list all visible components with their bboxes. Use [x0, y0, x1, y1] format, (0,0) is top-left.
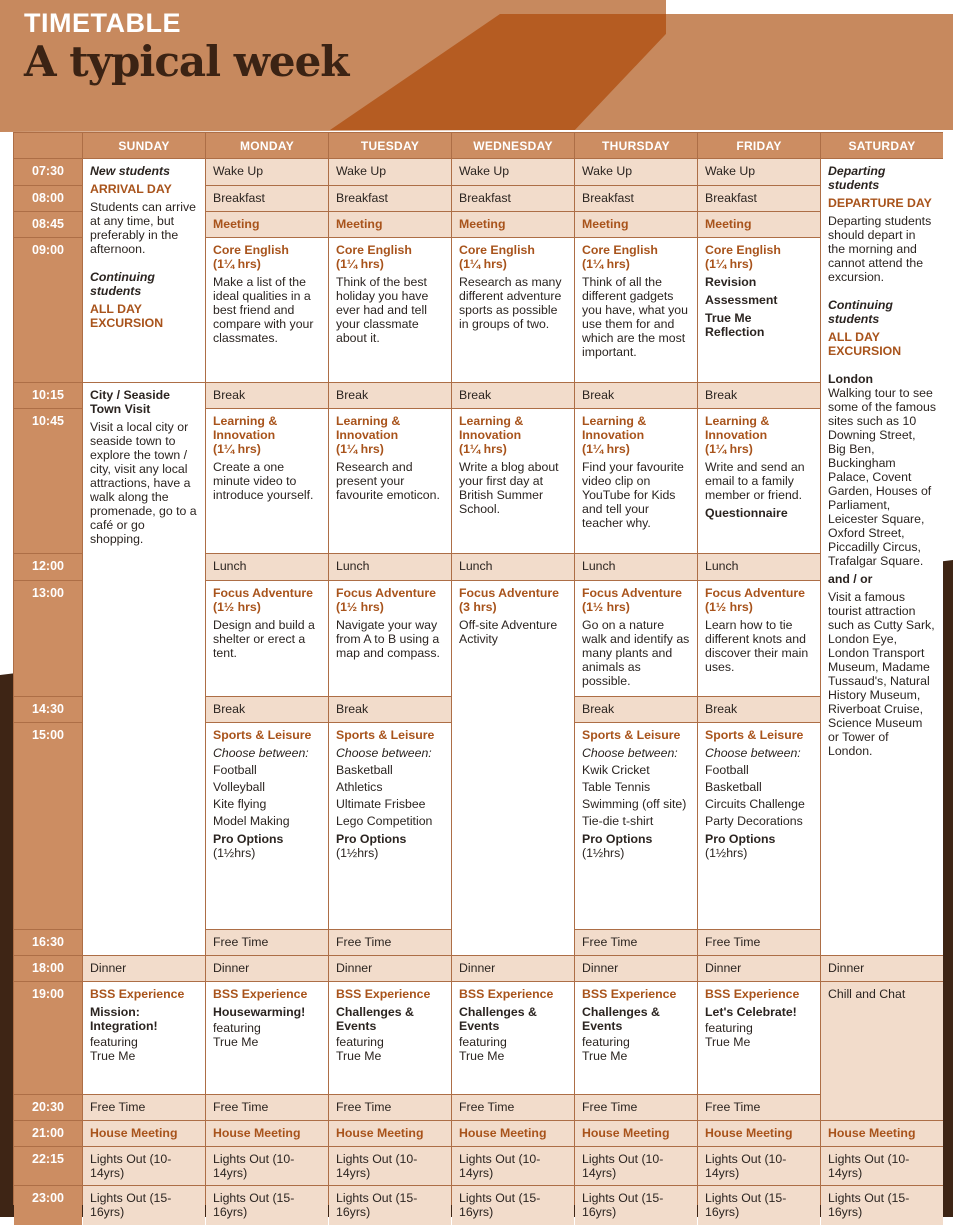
activity-title: Core English — [213, 243, 289, 257]
activity-text: Make a list of the ideal qualities in a best friend and compare with your classmates. — [213, 275, 314, 345]
activity-title: Focus Adventure — [705, 586, 805, 600]
activity-title: Learning & Innovation — [582, 414, 647, 442]
true-me-label: True Me — [213, 1035, 259, 1049]
wake-up-cell: Wake Up — [206, 159, 328, 185]
wake-up-cell: Wake Up — [452, 159, 574, 185]
bss-wednesday — [452, 982, 574, 1094]
house-meeting-cell: House Meeting — [821, 1121, 943, 1146]
breakfast-cell: Breakfast — [452, 186, 574, 211]
time-label: 19:00 — [14, 982, 82, 1094]
activity-title: Learning & Innovation — [705, 414, 770, 442]
dinner-cell: Dinner — [575, 956, 697, 981]
bss-sunday — [83, 982, 205, 1094]
time-label: 18:00 — [14, 956, 82, 981]
lights-out-senior-cell: Lights Out (15-16yrs) — [329, 1186, 451, 1225]
lights-out-junior-cell: Lights Out (10-14yrs) — [329, 1147, 451, 1185]
sport-option: Basketball — [336, 763, 393, 777]
activity-title: Sports & Leisure — [705, 728, 804, 742]
sport-option: Table Tennis — [582, 780, 651, 794]
focus-tuesday — [329, 581, 451, 696]
sport-option: Athletics — [336, 780, 383, 794]
choose-between-label: Choose between: — [213, 746, 309, 760]
bss-theme: Challenges & Events — [459, 1005, 537, 1033]
time-label: 07:30 — [14, 159, 82, 185]
featuring-label: featuring — [459, 1035, 507, 1049]
wake-up-cell: Wake Up — [329, 159, 451, 185]
activity-title: Core English — [459, 243, 535, 257]
activity-duration: (1½ hrs) — [336, 600, 384, 614]
featuring-label: featuring — [90, 1035, 138, 1049]
core-english-thursday — [575, 238, 697, 382]
meeting-cell: Meeting — [206, 212, 328, 237]
free-time-cell: Free Time — [575, 1095, 697, 1120]
day-header-saturday: SATURDAY — [821, 133, 943, 158]
arrival-day-title: ARRIVAL DAY — [90, 182, 172, 196]
break-cell: Break — [698, 697, 820, 722]
activity-text: Think of all the different gadgets you have, what you use them for and which are the most important. — [582, 275, 688, 359]
corner-cell — [14, 133, 82, 158]
departure-text: Departing students should depart in the morning and cannot attend the excursion. — [828, 214, 932, 284]
friday-item: True Me Reflection — [705, 311, 765, 339]
pro-options-label: Pro Options — [336, 832, 407, 846]
free-time-cell: Free Time — [698, 1095, 820, 1120]
true-me-label: True Me — [582, 1049, 628, 1063]
and-or-label: and / or — [828, 572, 873, 586]
activity-title: BSS Experience — [705, 987, 800, 1001]
bss-theme: Challenges & Events — [336, 1005, 414, 1033]
lunch-cell: Lunch — [206, 554, 328, 580]
day-header-tuesday: TUESDAY — [329, 133, 451, 158]
true-me-label: True Me — [336, 1049, 382, 1063]
activity-title: Focus Adventure — [582, 586, 682, 600]
house-meeting-cell: House Meeting — [206, 1121, 328, 1146]
activity-text: Create a one minute video to introduce yourself. — [213, 460, 314, 502]
activity-title: Sports & Leisure — [213, 728, 312, 742]
activity-duration: (1¼ hrs) — [705, 442, 753, 456]
lights-out-junior-cell: Lights Out (10-14yrs) — [698, 1147, 820, 1185]
activity-title: Core English — [336, 243, 412, 257]
pro-options-duration: (1½hrs) — [336, 846, 379, 860]
activity-duration: (1¼ hrs) — [582, 442, 630, 456]
activity-title: BSS Experience — [90, 987, 185, 1001]
lights-out-senior-cell: Lights Out (15-16yrs) — [452, 1186, 574, 1225]
chill-and-chat-cell: Chill and Chat — [821, 982, 943, 1120]
activity-duration: (1¼ hrs) — [213, 257, 261, 271]
sport-option: Circuits Challenge — [705, 797, 805, 811]
sport-option: Football — [705, 763, 749, 777]
bss-theme: Challenges & Events — [582, 1005, 660, 1033]
wake-up-cell: Wake Up — [698, 159, 820, 185]
sport-option: Basketball — [705, 780, 762, 794]
breakfast-cell: Breakfast — [206, 186, 328, 211]
sport-option: Kwik Cricket — [582, 763, 650, 777]
london-text: Walking tour to see some of the famous sites such as 10 Downing Street, Big Ben, Buckingham Palace, Covent Garden, Houses of Parliament, Leicester Square, Oxford Street, Piccadilly Circus, Trafalgar Square. — [828, 386, 936, 568]
break-cell: Break — [206, 383, 328, 408]
free-time-cell: Free Time — [329, 930, 451, 955]
activity-title: Sports & Leisure — [336, 728, 435, 742]
learning-thursday — [575, 409, 697, 553]
pro-options-duration: (1½hrs) — [705, 846, 748, 860]
lunch-cell: Lunch — [698, 554, 820, 580]
activity-text: Go on a nature walk and identify as many plants and animals as possible. — [582, 618, 690, 688]
activity-title: BSS Experience — [582, 987, 677, 1001]
timetable-grid — [13, 132, 943, 1219]
activity-title: Sports & Leisure — [582, 728, 681, 742]
day-header-wednesday: WEDNESDAY — [452, 133, 574, 158]
break-cell: Break — [452, 383, 574, 408]
saturday-block — [821, 159, 943, 955]
new-students-label: New students — [90, 164, 170, 178]
continuing-students-label: Continuing students — [828, 298, 893, 326]
day-header-monday: MONDAY — [206, 133, 328, 158]
activity-text: Think of the best holiday you have ever had and tell your classmate about it. — [336, 275, 429, 345]
dinner-cell: Dinner — [821, 956, 943, 981]
bss-theme: Mission: Integration! — [90, 1005, 158, 1033]
break-cell: Break — [206, 697, 328, 722]
pro-options-label: Pro Options — [582, 832, 653, 846]
time-label: 21:00 — [14, 1121, 82, 1146]
pro-options-label: Pro Options — [705, 832, 776, 846]
time-label: 13:00 — [14, 581, 82, 696]
activity-duration: (1¼ hrs) — [459, 257, 507, 271]
departure-day-title: DEPARTURE DAY — [828, 196, 932, 210]
activity-title: Focus Adventure — [459, 586, 559, 600]
activity-text: Learn how to tie different knots and discover their main uses. — [705, 618, 809, 674]
house-meeting-cell: House Meeting — [452, 1121, 574, 1146]
activity-title: Focus Adventure — [213, 586, 313, 600]
choose-between-label: Choose between: — [705, 746, 801, 760]
arrival-text: Students can arrive at any time, but preferably in the afternoon. — [90, 200, 196, 256]
free-time-cell: Free Time — [575, 930, 697, 955]
excursion-label: ALL DAY EXCURSION — [828, 330, 902, 358]
sports-friday — [698, 723, 820, 929]
lunch-cell: Lunch — [329, 554, 451, 580]
activity-text: Write and send an email to a family member or friend. — [705, 460, 805, 502]
lights-out-senior-cell: Lights Out (15-16yrs) — [698, 1186, 820, 1225]
sport-option: Party Decorations — [705, 814, 803, 828]
activity-text: Research as many different adventure sports as possible in groups of two. — [459, 275, 562, 331]
focus-wednesday — [452, 581, 574, 955]
activity-title: Core English — [582, 243, 658, 257]
featuring-label: featuring — [336, 1035, 384, 1049]
sports-tuesday — [329, 723, 451, 929]
breakfast-cell: Breakfast — [575, 186, 697, 211]
featuring-label: featuring — [705, 1021, 753, 1035]
activity-title: Core English — [705, 243, 781, 257]
sports-monday — [206, 723, 328, 929]
activity-text: Off-site Adventure Activity — [459, 618, 558, 646]
dinner-cell: Dinner — [329, 956, 451, 981]
bss-friday — [698, 982, 820, 1094]
visit-text: Visit a local city or seaside town to explore the town / city, visit any local attractions, have a walk along the promenade, go to a café or go shopping. — [90, 420, 197, 546]
activity-duration: (1½ hrs) — [705, 600, 753, 614]
bss-thursday — [575, 982, 697, 1094]
house-meeting-cell: House Meeting — [83, 1121, 205, 1146]
sunday-arrival-block — [83, 159, 205, 382]
house-meeting-cell: House Meeting — [698, 1121, 820, 1146]
friday-item: Assessment — [705, 293, 778, 307]
lights-out-senior-cell: Lights Out (15-16yrs) — [206, 1186, 328, 1225]
featuring-label: featuring — [213, 1021, 261, 1035]
continuing-students-label: Continuing students — [90, 270, 155, 298]
activity-duration: (1¼ hrs) — [582, 257, 630, 271]
time-label: 10:15 — [14, 383, 82, 408]
pro-options-duration: (1½hrs) — [213, 846, 256, 860]
time-label: 10:45 — [14, 409, 82, 553]
learning-wednesday — [452, 409, 574, 553]
choose-between-label: Choose between: — [336, 746, 432, 760]
lights-out-senior-cell: Lights Out (15-16yrs) — [821, 1186, 943, 1225]
time-label: 15:00 — [14, 723, 82, 929]
meeting-cell: Meeting — [575, 212, 697, 237]
sport-option: Volleyball — [213, 780, 265, 794]
time-label: 08:00 — [14, 186, 82, 211]
lights-out-senior-cell: Lights Out (15-16yrs) — [83, 1186, 205, 1225]
break-cell: Break — [698, 383, 820, 408]
sunday-visit-block — [83, 383, 205, 955]
activity-duration: (1½ hrs) — [582, 600, 630, 614]
lights-out-junior-cell: Lights Out (10-14yrs) — [452, 1147, 574, 1185]
friday-item: Revision — [705, 275, 757, 289]
break-cell: Break — [575, 383, 697, 408]
departing-students-label: Departing students — [828, 164, 886, 192]
free-time-cell: Free Time — [452, 1095, 574, 1120]
core-english-monday — [206, 238, 328, 382]
activity-title: Learning & Innovation — [459, 414, 524, 442]
meeting-cell: Meeting — [698, 212, 820, 237]
focus-thursday — [575, 581, 697, 696]
london-title: London — [828, 372, 874, 386]
time-label: 20:30 — [14, 1095, 82, 1120]
bss-tuesday — [329, 982, 451, 1094]
activity-duration: (1¼ hrs) — [459, 442, 507, 456]
meeting-cell: Meeting — [452, 212, 574, 237]
lights-out-junior-cell: Lights Out (10-14yrs) — [83, 1147, 205, 1185]
focus-monday — [206, 581, 328, 696]
featuring-label: featuring — [582, 1035, 630, 1049]
lights-out-junior-cell: Lights Out (10-14yrs) — [575, 1147, 697, 1185]
header — [24, 8, 348, 85]
sport-option: Kite flying — [213, 797, 267, 811]
learning-monday — [206, 409, 328, 553]
activity-title: BSS Experience — [336, 987, 431, 1001]
activity-text: Navigate your way from A to B using a map and compass. — [336, 618, 440, 660]
bss-theme: Housewarming! — [213, 1005, 306, 1019]
time-label: 12:00 — [14, 554, 82, 580]
activity-title: BSS Experience — [459, 987, 554, 1001]
pro-options-duration: (1½hrs) — [582, 846, 625, 860]
free-time-cell: Free Time — [83, 1095, 205, 1120]
activity-duration: (1¼ hrs) — [705, 257, 753, 271]
attraction-text: Visit a famous tourist attraction such as Cutty Sark, London Eye, London Transport Museum, Madame Tussaud's, Natural History Museum, Riverboat Cruise, Science Museum or Tower of London. — [828, 590, 935, 758]
true-me-label: True Me — [705, 1035, 751, 1049]
activity-title: BSS Experience — [213, 987, 308, 1001]
excursion-label: ALL DAY EXCURSION — [90, 302, 164, 330]
sports-thursday — [575, 723, 697, 929]
dinner-cell: Dinner — [698, 956, 820, 981]
breakfast-cell: Breakfast — [698, 186, 820, 211]
break-cell: Break — [329, 383, 451, 408]
breakfast-cell: Breakfast — [329, 186, 451, 211]
house-meeting-cell: House Meeting — [329, 1121, 451, 1146]
free-time-cell: Free Time — [698, 930, 820, 955]
lights-out-junior-cell: Lights Out (10-14yrs) — [821, 1147, 943, 1185]
meeting-cell: Meeting — [329, 212, 451, 237]
core-english-tuesday — [329, 238, 451, 382]
time-label: 16:30 — [14, 930, 82, 955]
timetable-kicker: TIMETABLE — [24, 8, 181, 38]
wake-up-cell: Wake Up — [575, 159, 697, 185]
activity-title: Learning & Innovation — [336, 414, 401, 442]
learning-tuesday — [329, 409, 451, 553]
house-meeting-cell: House Meeting — [575, 1121, 697, 1146]
questionnaire-label: Questionnaire — [705, 506, 788, 520]
dinner-cell: Dinner — [452, 956, 574, 981]
activity-duration: (3 hrs) — [459, 600, 497, 614]
activity-duration: (1¼ hrs) — [213, 442, 261, 456]
time-label: 23:00 — [14, 1186, 82, 1225]
day-header-thursday: THURSDAY — [575, 133, 697, 158]
activity-text: Research and present your favourite emoticon. — [336, 460, 440, 502]
time-label: 22:15 — [14, 1147, 82, 1185]
activity-duration: (1¼ hrs) — [336, 442, 384, 456]
true-me-label: True Me — [459, 1049, 505, 1063]
sport-option: Ultimate Frisbee — [336, 797, 426, 811]
sport-option: Swimming (off site) — [582, 797, 687, 811]
dinner-cell: Dinner — [206, 956, 328, 981]
lights-out-senior-cell: Lights Out (15-16yrs) — [575, 1186, 697, 1225]
sport-option: Lego Competition — [336, 814, 433, 828]
day-header-sunday: SUNDAY — [83, 133, 205, 158]
activity-text: Find your favourite video clip on YouTube for Kids and tell your teacher why. — [582, 460, 684, 530]
free-time-cell: Free Time — [329, 1095, 451, 1120]
lunch-cell: Lunch — [452, 554, 574, 580]
sport-option: Model Making — [213, 814, 290, 828]
activity-title: Focus Adventure — [336, 586, 436, 600]
free-time-cell: Free Time — [206, 1095, 328, 1120]
activity-duration: (1½ hrs) — [213, 600, 261, 614]
focus-friday — [698, 581, 820, 696]
choose-between-label: Choose between: — [582, 746, 678, 760]
dinner-cell: Dinner — [83, 956, 205, 981]
bss-monday — [206, 982, 328, 1094]
activity-duration: (1¼ hrs) — [336, 257, 384, 271]
sport-option: Tie-die t-shirt — [582, 814, 654, 828]
pro-options-label: Pro Options — [213, 832, 284, 846]
free-time-cell: Free Time — [206, 930, 328, 955]
visit-title: City / Seaside Town Visit — [90, 388, 170, 416]
activity-text: Design and build a shelter or erect a tent. — [213, 618, 315, 660]
true-me-label: True Me — [90, 1049, 136, 1063]
sport-option: Football — [213, 763, 257, 777]
bss-theme: Let's Celebrate! — [705, 1005, 797, 1019]
core-english-wednesday — [452, 238, 574, 382]
lunch-cell: Lunch — [575, 554, 697, 580]
break-cell: Break — [575, 697, 697, 722]
time-label: 08:45 — [14, 212, 82, 237]
lights-out-junior-cell: Lights Out (10-14yrs) — [206, 1147, 328, 1185]
page-title: A typical week — [24, 37, 349, 86]
core-english-friday — [698, 238, 820, 382]
time-label: 14:30 — [14, 697, 82, 722]
activity-text: Write a blog about your first day at British Summer School. — [459, 460, 559, 516]
time-label: 09:00 — [14, 238, 82, 382]
day-header-friday: FRIDAY — [698, 133, 820, 158]
learning-friday — [698, 409, 820, 553]
break-cell: Break — [329, 697, 451, 722]
activity-title: Learning & Innovation — [213, 414, 278, 442]
